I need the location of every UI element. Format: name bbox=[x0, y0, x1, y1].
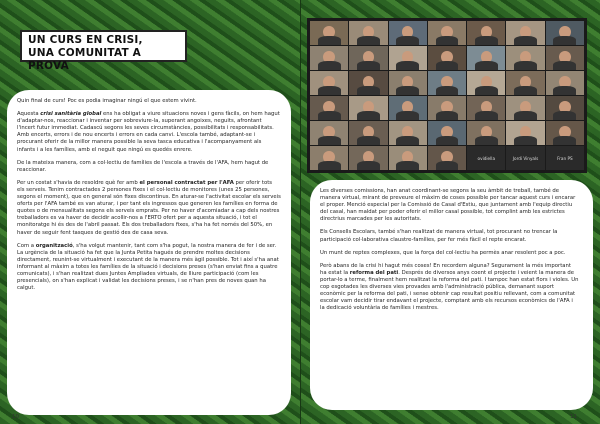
organization-paragraph-lead: Com a bbox=[17, 242, 36, 249]
video-tile bbox=[310, 146, 348, 170]
staff-paragraph-lead: Per un costat s'havia de resoldre què fer amb bbox=[17, 179, 140, 186]
video-tile bbox=[428, 146, 466, 170]
video-tile bbox=[349, 96, 387, 120]
article-title-line-2: UNA COMUNITAT A PROVA bbox=[28, 47, 141, 72]
video-tile bbox=[349, 21, 387, 45]
video-tile bbox=[389, 46, 427, 70]
video-tile bbox=[389, 96, 427, 120]
playground-paragraph-body: . Després de diversos anys coent el projecte i veient la manera de portar-lo a terme, finalment hem realitzat la reforma del pati. I tampoc han estat flors i violes. Un cop esgotades les diverses vies provades amb l'administració pública, demanant suport econòmic per la reforma del pati, i sense obtenir cap resultat positiu rellevant, com a comunitat escolar vam decidir tirar endavant el projecte, comptant amb els recursos econòmics de l'AFA i la dedicació voluntària de famílies i mestres. bbox=[320, 269, 579, 312]
video-tile bbox=[310, 96, 348, 120]
crisis-paragraph bbox=[17, 111, 281, 154]
playground-paragraph-lead: Però abans de la crisi hi hagut més coses! En recordem alguna? Segurament la més important ha estat la bbox=[320, 262, 571, 276]
staff-highlight: el personal contractat per l'AFA bbox=[139, 179, 234, 186]
participant-name: Fran PS bbox=[557, 155, 573, 161]
video-tile bbox=[389, 71, 427, 95]
right-text-panel bbox=[310, 180, 593, 410]
video-tile bbox=[467, 71, 505, 95]
playground-paragraph bbox=[320, 263, 579, 313]
video-tile bbox=[546, 121, 584, 145]
video-tile-name bbox=[506, 146, 544, 170]
video-tile bbox=[546, 21, 584, 45]
video-tile bbox=[389, 146, 427, 170]
staff-paragraph bbox=[17, 180, 281, 237]
school-councils-paragraph: Els Consells Escolars, també s'han realitzat de manera virtual, tot procurant no trencar la participació col·laborativa claustre-famílies, per fer més fàcil el repte encarat. bbox=[320, 229, 558, 243]
staff-paragraph-body: per oferir tots els serveis. Tenim contractades 2 persones fixes i el col·lectiu de monitores (unes 25 persones, segons el moment), que en general són fixes discontinus. En aturar-se l'activitat escolar els serveis oferts per l'AFA també es van aturar, i per tant els ingressos que generen les famílies en forma de quotes o de mensualitats segons els serveis emprats. Per no haver d'acomiadar a cap dels nostres treballadors es va haver de decidir acollir-nos a l'ERTO ofert per a aquesta situació, i tot el monitoratge hi és des de l'abril passat. Els dos treballadors fixes, s'ha ha fet només del 50%, en haver de seguir fent tasques de gestió des de casa seva. bbox=[17, 179, 281, 236]
right-page-number: 11 bbox=[570, 414, 577, 420]
video-tile bbox=[506, 96, 544, 120]
video-tile bbox=[389, 21, 427, 45]
video-tile bbox=[428, 21, 466, 45]
afa-reaction-paragraph: De la mateixa manera, com a col·lectiu de famílies de l'escola a través de l'AFA, hem hagut de reaccionar. bbox=[17, 159, 269, 173]
left-page-number: 10 bbox=[12, 414, 19, 420]
crisis-highlight: crisi sanitària global bbox=[40, 111, 102, 118]
video-tile bbox=[310, 21, 348, 45]
video-tile bbox=[428, 96, 466, 120]
organization-paragraph-body: , s'ha volgut mantenir, tant com s'ha pogut, la nostra manera de fer i de ser. La urgència de la situació ha fet que la Junta Petita hagués de prendre moltes decisions directament, reunint-se virtualment i executant de la manera més àgil possible. Tot i així s'ha anat informant al màxim a totes les famílies de la situació i decisions preses (s'han enviat fins a quatre comunicats), i s'han realitzat dues Juntes Ampliades virtuals, de lliure participació (com les presencials), on s'han explicat i validat les decisions preses, i se n'han pres de noves quan ha calgut. bbox=[17, 242, 279, 292]
crisis-paragraph-lead: Aquesta bbox=[17, 111, 41, 118]
video-tile bbox=[546, 96, 584, 120]
article-title-box bbox=[20, 30, 187, 72]
video-tile bbox=[467, 121, 505, 145]
video-tile bbox=[310, 71, 348, 95]
video-tile bbox=[467, 46, 505, 70]
video-tile bbox=[349, 46, 387, 70]
video-tile bbox=[428, 71, 466, 95]
organization-highlight: organització bbox=[35, 242, 73, 249]
video-tile bbox=[467, 96, 505, 120]
challenges-paragraph: Un munt de reptes complexes, que la força del col·lectiu ha permès anar resolent poc a poc. bbox=[320, 249, 566, 256]
video-tile bbox=[389, 121, 427, 145]
video-tile bbox=[506, 121, 544, 145]
video-tile bbox=[467, 21, 505, 45]
video-call-screenshot bbox=[307, 18, 587, 173]
video-tile bbox=[310, 46, 348, 70]
video-tile-name bbox=[546, 146, 584, 170]
crisis-paragraph-body: ens ha obligat a viure situacions noves i gens fàcils, on hem hagut d'adaptar-nos, reaccionar i inventar per sobreviure-la, superant angoixes, neguits, afrontant l'incert futur immediat. Cadascú segons les seves circumstàncies, possibilitats i responsabilitats. Amb encerts, errors i de nou encerts i errors en cada canvi. L'escola també, adaptant-se i procurant oferir de la millor manera possible la seva tasca educativa i l'acompanyament als infants i a les famílies, amb el neguit que ningú es quedés enrere. bbox=[17, 111, 280, 153]
video-tile bbox=[546, 46, 584, 70]
video-tile bbox=[546, 71, 584, 95]
video-tile bbox=[506, 21, 544, 45]
video-tile bbox=[310, 121, 348, 145]
participant-name: ovidiella bbox=[477, 155, 496, 161]
organization-paragraph bbox=[17, 243, 281, 293]
video-tile bbox=[349, 71, 387, 95]
video-tile bbox=[506, 46, 544, 70]
playground-highlight: reforma del pati bbox=[349, 269, 399, 276]
video-tile bbox=[428, 121, 466, 145]
article-title-line-1: UN CURS EN CRISI, bbox=[28, 34, 143, 46]
left-text-panel bbox=[7, 90, 291, 415]
video-tile bbox=[349, 146, 387, 170]
video-tile bbox=[428, 46, 466, 70]
video-tile-name bbox=[467, 146, 505, 170]
video-tile bbox=[506, 71, 544, 95]
video-tile bbox=[349, 121, 387, 145]
intro-paragraph: Quin final de curs! Poc es podia imaginar ningú el que estem vivint. bbox=[17, 98, 197, 104]
participant-name: Jordi Vinyals bbox=[512, 155, 539, 161]
commissions-paragraph: Les diverses comissions, han anat coordinant-se segons la seu àmbit de treball, també de manera virtual, mirant de preveure el màxim de coses possible per tancar aquest curs i encarar el proper. Menció especial per la Comissió de Casal d'Estiu, que juntament amb l'equip directiu del casal, han maldat per poder oferir el millor casal possible, tot complint amb les estrictes directrius marcades per les autoritats. bbox=[320, 188, 576, 223]
